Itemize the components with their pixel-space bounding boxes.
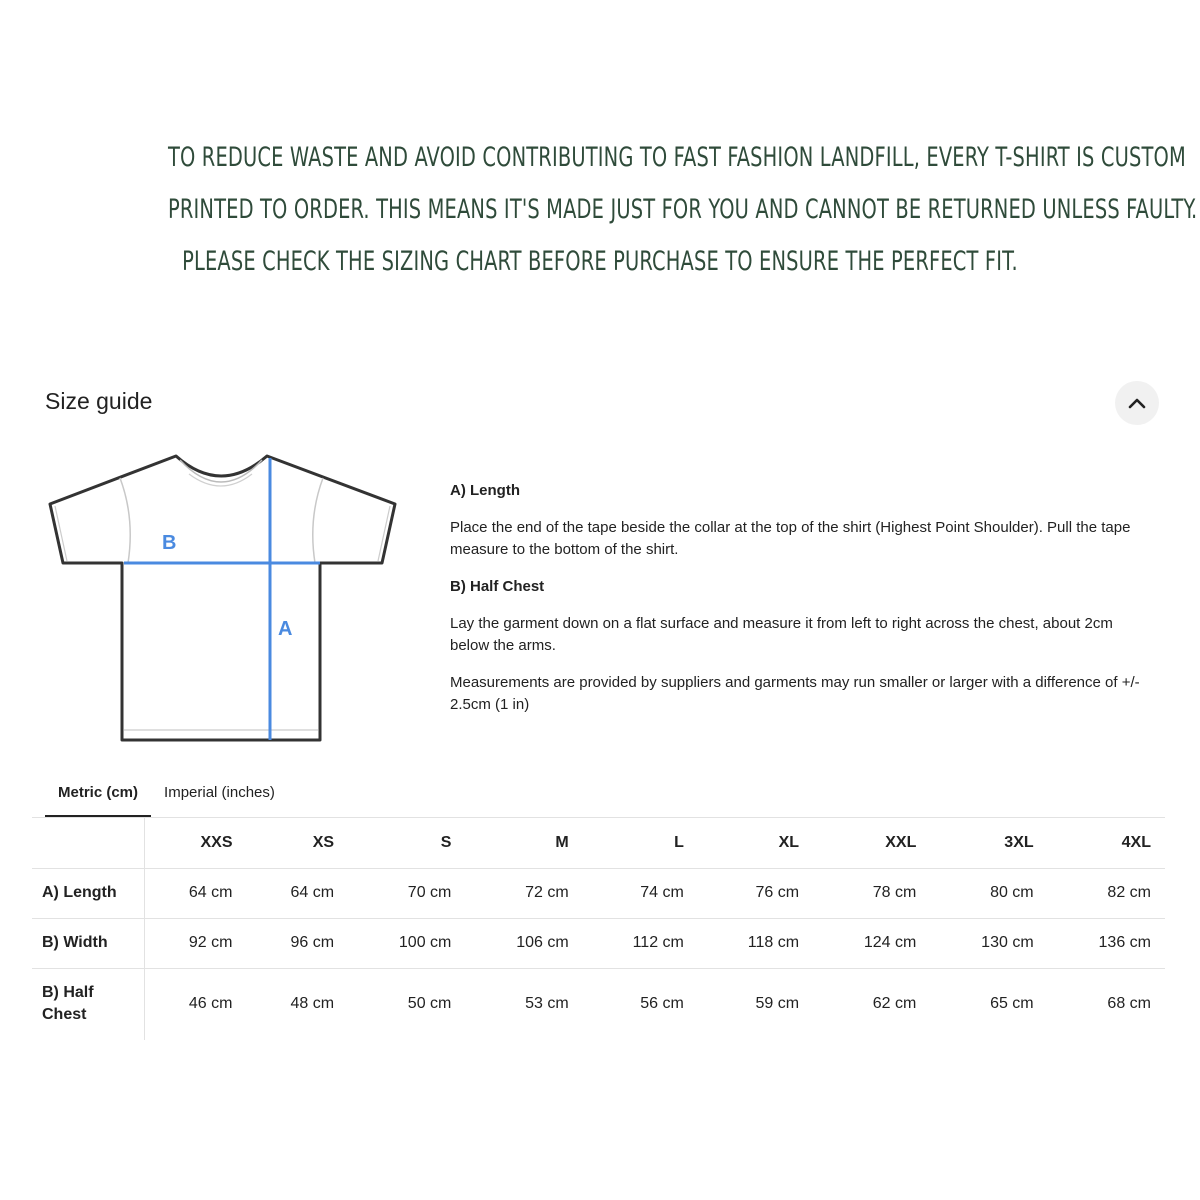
table-cell: 68 cm xyxy=(1107,995,1151,1013)
length-heading: A) Length xyxy=(450,482,520,499)
table-cell: 124 cm xyxy=(813,918,930,968)
table-cell: 50 cm xyxy=(407,995,452,1013)
table-cell: 82 cm xyxy=(1048,868,1165,918)
table-cell: 112 cm xyxy=(583,918,698,968)
custom-print-notice xyxy=(168,132,1198,288)
tab-imperial[interactable]: Imperial (inches) xyxy=(164,784,275,801)
table-cell: 74 cm xyxy=(583,868,698,918)
table-cell: 106 cm xyxy=(465,918,582,968)
measurement-note: Measurements are provided by suppliers and garments may run smaller or larger with a difference of +/- 2.5cm (1 in) xyxy=(450,674,1140,713)
table-cell: 56 cm xyxy=(640,995,684,1013)
table-cell: 59 cm xyxy=(755,995,800,1013)
size-header: S xyxy=(348,818,465,868)
notice-line: PLEASE CHECK THE SIZING CHART BEFORE PURCHASE TO ENSURE THE PERFECT FIT. xyxy=(182,246,1018,277)
table-row xyxy=(32,918,1165,968)
table-cell: 100 cm xyxy=(348,918,465,968)
collapse-size-guide-button[interactable] xyxy=(1115,381,1159,425)
table-cell: 76 cm xyxy=(698,868,813,918)
table-header-row xyxy=(32,818,1165,868)
length-text: Place the end of the tape beside the collar at the top of the shirt (Highest Point Shoulder). Pull the tape measure to the bottom of the shirt. xyxy=(450,519,1131,558)
table-cell: 92 cm xyxy=(144,918,246,968)
notice-line: TO REDUCE WASTE AND AVOID CONTRIBUTING TO FAST FASHION LANDFILL, EVERY T-SHIRT IS CUSTOM xyxy=(168,142,1186,173)
size-header: XS xyxy=(246,818,348,868)
unit-tabs xyxy=(45,780,288,818)
table-cell: 80 cm xyxy=(930,868,1047,918)
size-header: XXL xyxy=(813,818,930,868)
table-cell: 64 cm xyxy=(144,868,246,918)
size-header: 3XL xyxy=(930,818,1047,868)
row-label-width: B) Width xyxy=(32,918,144,968)
tshirt-measurement-diagram xyxy=(40,448,405,748)
table-row xyxy=(32,968,1165,1040)
table-cell: 130 cm xyxy=(930,918,1047,968)
size-header: L xyxy=(583,818,698,868)
label-a: A xyxy=(278,618,293,640)
table-cell: 65 cm xyxy=(990,995,1034,1013)
table-corner-cell xyxy=(32,818,144,868)
table-cell: 70 cm xyxy=(348,868,465,918)
size-header: XXS xyxy=(144,818,246,868)
table-cell: 46 cm xyxy=(188,995,233,1013)
table-row xyxy=(32,868,1165,918)
table-cell: 72 cm xyxy=(465,868,582,918)
size-header: 4XL xyxy=(1048,818,1165,868)
table-cell: 136 cm xyxy=(1048,918,1165,968)
table-cell: 118 cm xyxy=(698,918,813,968)
table-cell: 53 cm xyxy=(525,995,569,1013)
notice-line: PRINTED TO ORDER. THIS MEANS IT'S MADE JUST FOR YOU AND CANNOT BE RETURNED UNLESS FAULTY. xyxy=(168,194,1198,225)
table-cell: 62 cm xyxy=(872,995,917,1013)
half-chest-text: Lay the garment down on a flat surface and measure it from left to right across the chest, about 2cm below the arms. xyxy=(450,615,1113,654)
table-cell: 64 cm xyxy=(246,868,348,918)
size-header: XL xyxy=(698,818,813,868)
tab-metric[interactable]: Metric (cm) xyxy=(45,780,151,817)
table-cell: 96 cm xyxy=(246,918,348,968)
table-cell: 48 cm xyxy=(290,995,335,1013)
half-chest-heading: B) Half Chest xyxy=(450,578,545,595)
size-header: M xyxy=(465,818,582,868)
tshirt-outline xyxy=(50,456,395,740)
table-cell: 78 cm xyxy=(813,868,930,918)
row-label-length: A) Length xyxy=(32,868,144,918)
chevron-up-icon xyxy=(1128,397,1146,409)
row-label-half-chest: B) Half Chest xyxy=(32,968,144,1040)
measurement-instructions xyxy=(450,480,1150,731)
size-guide-title: Size guide xyxy=(45,388,153,414)
label-b: B xyxy=(162,532,177,554)
size-table xyxy=(32,818,1165,1040)
